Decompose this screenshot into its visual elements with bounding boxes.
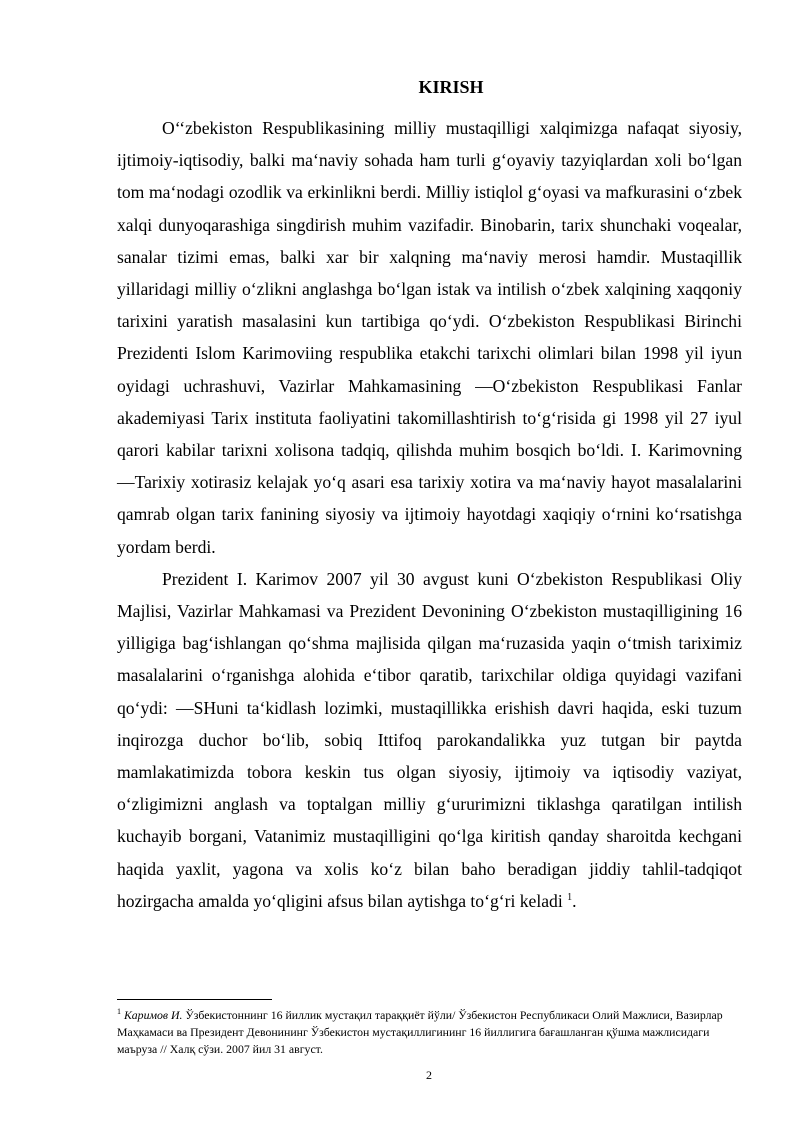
page-number: 2 [426,1068,432,1082]
footnote [117,1007,737,1058]
paragraph-2-text: Prezident I. Karimov 2007 yil 30 avgust kuni O‘zbekiston Respublikasi Oliy Majlisi, Vazirlar Mahkamasi va Prezident Devonining O‘zbekiston mustaqilligining 16 yilligiga bag‘ishlangan qo‘shma majlisida qilgan ma‘ruzasida yaqin o‘tmish tariximiz masalalarini o‘rganishga alohida e‘tibor qaratib, tarixchilar oldiga quyidagi vazifani qo‘ydi: ―SHuni ta‘kidlash lozimki, mustaqillikka erishish davri haqida, eski tuzum inqirozga duchor bo‘lib, sobiq Ittifoq parokandalikka yuz tutgan bir paytda mamlakatimizda tobora keskin tus olgan siyosiy, ijtimoiy va iqtisodiy vaziyat, o‘zligimizni anglash va toptalgan milliy g‘ururimizni tiklashga qaratilgan intilish kuchayib borgani, Vatanimiz mustaqilligini qo‘lga kiritish qanday sharoitda kechgani haqida yaxlit, yagona va xolis ko‘z bilan baho beradigan jiddiy tahlil-tadqiqot hozirgacha amalda yo‘qligini afsus bilan aytishga to‘g‘ri keladi [117,568,742,911]
footnote-author: Каримов И. [123,1008,183,1022]
paragraph-2 [117,563,742,917]
footnote-reference[interactable]: 1 [567,892,573,904]
paragraph-1: O‘‘zbekiston Respublikasining milliy mustaqilligi xalqimizga nafaqat siyosiy, ijtimoiy-iqtisodiy, balki ma‘naviy sohada ham turli g‘oyaviy tazyiqlardan xoli bo‘lgan tom ma‘nodagi ozodlik va erkinlikni berdi. Milliy istiqlol g‘oyasi va mafkurasini o‘zbek xalqi dunyoqarashiga singdirish muhim vazifadir. Binobarin, tarix shunchaki voqealar, sanalar tizimi emas, balki xar bir xalqning ma‘naviy merosi hamdir. Mustaqillik yillaridagi milliy o‘zlikni anglashga bo‘lgan istak va intilish o‘zbek xalqining xaqqoniy tarixini yaratish masalasini kun tartibiga qo‘ydi. O‘zbekiston Respublikasi Birinchi Prezidenti Islom Karimoviing respublika etakchi tarixchi olimlari bilan 1998 yil iyun oyidagi uchrashuvi, Vazirlar Mahkamasining ―O‘zbekiston Respublikasi Fanlar akademiyasi Tarix instituta faoliyatini takomillashtirish to‘g‘risida gi 1998 yil 27 iyul qarori kabilar tarixni xolisona tadqiq, qilishda muhim bosqich bo‘ldi. I. Karimovning ―Tarixiy xotirasiz kelajak yo‘q asari esa tarixiy xotira va ma‘naviy hayot masalalarini qamrab olgan tarix fanining siyosiy va ijtimoiy hayotdagi xaqiqiy o‘rnini ko‘rsatishga yordam berdi. [117,118,742,557]
section-title: KIRISH [418,77,484,97]
paragraph-2-end: . [572,890,577,911]
footnote-mark: 1 [117,1007,121,1017]
footnote-text: Ўзбекистоннинг 16 йиллик мустақил тараққиёт йўли/ Ўзбекистон Республикаси Олий Мажлиси, Вазирлар Маҳкамаси ва Президент Девонининг Ўзбекистон мустақиллигининг 16 йиллигига бағашланган қўшма мажлисидаги маъруза // Халқ сўзи. 2007 йил 31 август. [117,1008,723,1056]
body-text [117,112,742,917]
footnote-separator [117,999,272,1000]
